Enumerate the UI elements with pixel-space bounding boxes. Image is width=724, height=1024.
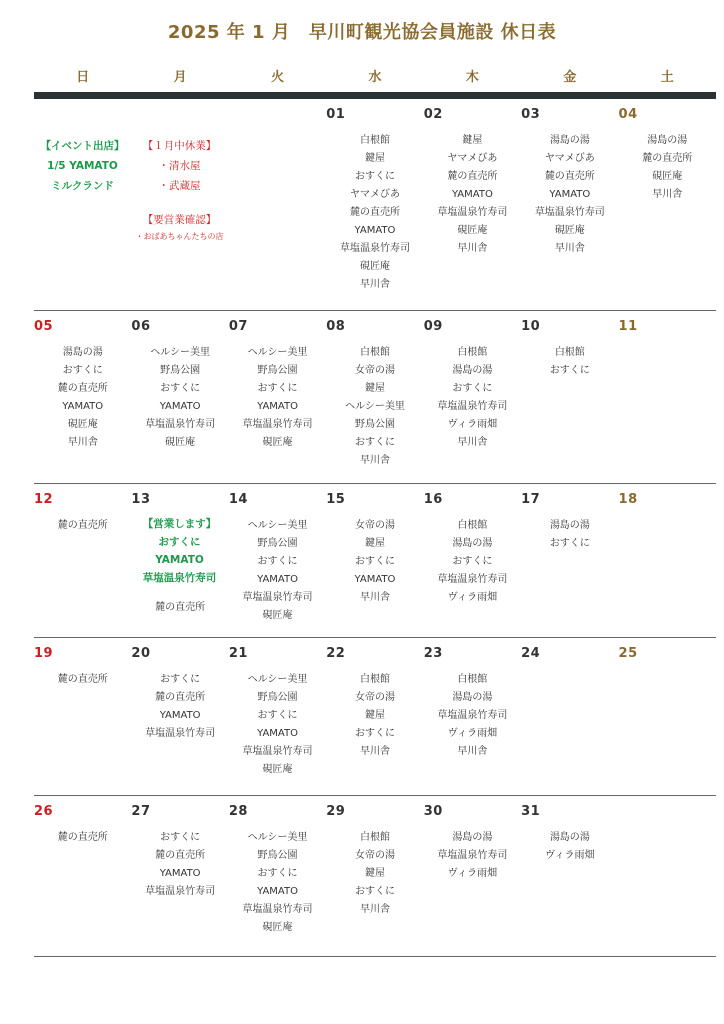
closed-facility: 湯島の湯 (549, 832, 590, 843)
day-number: 26 (34, 804, 54, 819)
closed-facility: ヴィラ雨畑 (545, 850, 595, 861)
day-number: 30 (423, 804, 443, 819)
closed-facility: おすくに (354, 556, 395, 567)
closed-facility: おすくに (549, 365, 590, 376)
closed-facility: 鍵屋 (364, 538, 385, 549)
closed-facility: 麓の直売所 (155, 850, 206, 861)
day-cell (326, 99, 423, 310)
day-cell (34, 311, 131, 483)
day-number: 10 (521, 319, 541, 334)
closed-facility: 野鳥公園 (257, 850, 298, 861)
closed-facility: YAMATO (257, 401, 298, 412)
closed-facility: おすくに (452, 383, 493, 394)
closed-facility: ヘルシー美里 (247, 347, 308, 358)
closed-facility: おすくに (354, 171, 395, 182)
closed-facility: 湯島の湯 (549, 520, 590, 531)
closed-facility: 野鳥公園 (257, 538, 298, 549)
day-cell (326, 484, 423, 637)
closed-facility: 白根館 (457, 347, 488, 358)
day-cell (521, 99, 618, 310)
closed-facility: 野鳥公園 (354, 419, 395, 430)
calendar-week (34, 638, 716, 796)
closed-facility: おすくに (354, 437, 395, 448)
closed-facility: ヤマメびあ (349, 189, 400, 200)
closed-facility: 早川舎 (554, 243, 585, 254)
confirm-note-line: ・おばあちゃんたちの店 (135, 232, 224, 241)
closed-facility: 湯島の湯 (647, 135, 688, 146)
day-number: 21 (228, 646, 248, 661)
closed-facility: ヴィラ雨畑 (447, 728, 498, 739)
closed-facility-list (326, 517, 423, 607)
closed-facility: 硯匠庵 (262, 610, 293, 621)
closed-facility: YAMATO (257, 886, 298, 897)
day-number: 01 (326, 107, 346, 122)
weekday-header (34, 66, 716, 86)
weekday-sat: 土 (660, 70, 674, 85)
closed-facility: 草塩温泉竹寿司 (437, 574, 508, 585)
closed-facility-list (34, 671, 131, 689)
closed-facility: ヘルシー美里 (247, 674, 308, 685)
closed-facility: 野鳥公園 (257, 365, 298, 376)
day-number: 03 (521, 107, 541, 122)
day-number: 16 (423, 492, 443, 507)
open-note-13 (131, 515, 228, 587)
day-cell (521, 311, 618, 483)
closed-note-line: ・清水屋 (158, 160, 201, 172)
closed-facility: 麓の直売所 (57, 383, 108, 394)
day-cell (34, 638, 131, 795)
closed-facility: 白根館 (359, 832, 390, 843)
day-cell (34, 99, 131, 310)
closed-facility: おすくに (257, 383, 298, 394)
day-number: 22 (326, 646, 346, 661)
closed-note-line: ・武蔵屋 (158, 180, 201, 192)
closed-facility: 草塩温泉竹寿司 (437, 850, 508, 861)
closed-note-heading: 【１月中休業】 (142, 140, 217, 152)
closed-facility-list (424, 517, 521, 607)
closed-facility: 早川舎 (457, 746, 488, 757)
closed-facility: 早川舎 (359, 279, 390, 290)
closed-facility: 草塩温泉竹寿司 (339, 243, 410, 254)
closed-facility: 早川舎 (359, 904, 390, 915)
closed-facility: 麓の直売所 (57, 674, 108, 685)
closed-facility: 麓の直売所 (57, 832, 108, 843)
day-number: 11 (618, 319, 638, 334)
day-cell (619, 796, 716, 956)
closed-facility: 白根館 (359, 674, 390, 685)
closed-facility: YAMATO (159, 868, 201, 879)
day-cell (326, 638, 423, 795)
closed-facility: 女帝の湯 (354, 850, 395, 861)
event-note-line: ミルクランド (51, 180, 114, 192)
closed-facility: 白根館 (359, 347, 390, 358)
day-cell (131, 311, 228, 483)
closed-facility: ヘルシー美里 (247, 520, 308, 531)
closed-facility-list (131, 344, 228, 452)
day-cell (424, 638, 521, 795)
closed-facility: YAMATO (354, 574, 396, 585)
closed-facility: 硯匠庵 (457, 225, 488, 236)
weekday-sun: 日 (76, 70, 90, 85)
day-cell (424, 99, 521, 310)
closed-facility: 草塩温泉竹寿司 (437, 710, 508, 721)
confirm-note-heading: 【要営業確認】 (142, 214, 217, 226)
closed-facility: 草塩温泉竹寿司 (437, 207, 508, 218)
closed-facility: 麓の直売所 (642, 153, 693, 164)
closed-facility: YAMATO (549, 189, 591, 200)
closed-facility: おすくに (354, 728, 395, 739)
closed-facility-list (521, 829, 618, 865)
day-cell (326, 311, 423, 483)
day-cell (229, 796, 326, 956)
closed-facility: 早川舎 (652, 189, 683, 200)
closed-note (131, 136, 228, 244)
day-cell (34, 484, 131, 637)
closed-facility-list (34, 829, 131, 847)
closed-facility: 白根館 (554, 347, 585, 358)
closed-facility: ヘルシー美里 (247, 832, 308, 843)
day-number: 17 (521, 492, 541, 507)
closed-facility: 湯島の湯 (62, 347, 103, 358)
closed-facility: 湯島の湯 (452, 692, 493, 703)
day-number: 02 (423, 107, 443, 122)
closed-facility: 草塩温泉竹寿司 (145, 886, 216, 897)
closed-facility-list (34, 344, 131, 452)
day-cell (619, 99, 716, 310)
open-note-line: 草塩温泉竹寿司 (142, 572, 217, 584)
day-cell (424, 796, 521, 956)
day-number: 06 (131, 319, 151, 334)
closed-facility: 硯匠庵 (67, 419, 98, 430)
closed-facility: 硯匠庵 (262, 764, 293, 775)
weekday-thu: 木 (465, 70, 479, 85)
closed-facility: ヘルシー美里 (150, 347, 210, 358)
closed-facility: 野鳥公園 (257, 692, 298, 703)
closed-facility-list (131, 671, 228, 743)
closed-facility-list (619, 132, 716, 204)
closed-facility: 麓の直売所 (155, 602, 206, 613)
day-number: 15 (326, 492, 346, 507)
closed-facility: 草塩温泉竹寿司 (437, 401, 508, 412)
closed-facility-list (326, 132, 423, 294)
closed-facility-list (229, 671, 326, 779)
closed-facility: YAMATO (159, 710, 201, 721)
day-cell (521, 484, 618, 637)
day-cell (229, 99, 326, 310)
day-number: 19 (34, 646, 54, 661)
closed-facility: おすくに (452, 556, 493, 567)
closed-facility: 早川舎 (359, 592, 390, 603)
closed-facility: おすくに (160, 383, 201, 394)
closed-facility: 硯匠庵 (262, 437, 293, 448)
closed-facility: YAMATO (451, 189, 493, 200)
closed-facility: 鍵屋 (364, 710, 385, 721)
day-cell (131, 796, 228, 956)
day-number: 28 (228, 804, 248, 819)
closed-facility: 早川舎 (359, 455, 390, 466)
closed-facility: 草塩温泉竹寿司 (145, 419, 216, 430)
closed-facility: YAMATO (159, 401, 201, 412)
day-cell (229, 311, 326, 483)
day-number: 04 (618, 107, 638, 122)
closed-facility: 草塩温泉竹寿司 (145, 728, 216, 739)
day-cell (34, 796, 131, 956)
closed-facility-list (326, 829, 423, 919)
day-number: 08 (326, 319, 346, 334)
closed-facility: YAMATO (257, 574, 298, 585)
closed-facility-list (521, 132, 618, 258)
closed-facility: YAMATO (62, 401, 104, 412)
closed-facility: 草塩温泉竹寿司 (242, 419, 313, 430)
closed-facility: おすくに (354, 886, 395, 897)
closed-facility: 草塩温泉竹寿司 (242, 904, 313, 915)
closed-facility: おすくに (257, 868, 298, 879)
closed-facility-list (521, 344, 618, 380)
day-cell (619, 638, 716, 795)
closed-facility-list (229, 517, 326, 625)
day-cell (424, 311, 521, 483)
closed-facility: 早川舎 (359, 746, 390, 757)
closed-facility: 湯島の湯 (452, 538, 493, 549)
closed-facility: ヤマメびあ (447, 153, 498, 164)
closed-facility: 早川舎 (457, 437, 488, 448)
day-number: 09 (423, 319, 443, 334)
open-note-heading: 【営業します】 (142, 518, 217, 530)
day-cell (521, 638, 618, 795)
closed-facility-list (326, 671, 423, 761)
closed-facility-list (229, 344, 326, 452)
day-number: 20 (131, 646, 151, 661)
closed-facility: 硯匠庵 (554, 225, 585, 236)
closed-facility: 白根館 (457, 674, 488, 685)
closed-facility: 麓の直売所 (57, 520, 108, 531)
event-note-line: 1/5 YAMATO (47, 160, 118, 172)
day-cell (619, 311, 716, 483)
closed-facility: 麓の直売所 (349, 207, 400, 218)
open-note-line: YAMATO (155, 554, 204, 566)
closed-facility: 麓の直売所 (155, 692, 206, 703)
closed-facility: 早川舎 (67, 437, 98, 448)
event-note (34, 136, 131, 196)
day-number: 25 (618, 646, 638, 661)
header-divider-bar (34, 92, 716, 99)
closed-facility: 麓の直売所 (544, 171, 595, 182)
calendar-week (34, 796, 716, 957)
day-cell (424, 484, 521, 637)
closed-facility: おすくに (549, 538, 590, 549)
closed-facility: 湯島の湯 (452, 832, 493, 843)
event-note-heading: 【イベント出店】 (40, 140, 125, 152)
day-number: 13 (131, 492, 151, 507)
weekday-mon: 月 (173, 70, 187, 85)
closed-facility: 草塩温泉竹寿司 (534, 207, 605, 218)
day-number: 07 (228, 319, 248, 334)
closed-facility-list (34, 517, 131, 535)
closed-facility: 鍵屋 (364, 383, 385, 394)
closed-facility-list (424, 344, 521, 452)
closed-facility-list (424, 132, 521, 258)
closed-facility: ヴィラ雨畑 (447, 592, 498, 603)
open-note-line: おすくに (158, 536, 201, 548)
closed-facility: おすくに (257, 556, 298, 567)
day-number: 12 (34, 492, 54, 507)
day-number: 27 (131, 804, 151, 819)
day-number: 18 (618, 492, 638, 507)
day-number: 31 (521, 804, 541, 819)
closed-facility: おすくに (62, 365, 103, 376)
closed-facility: 硯匠庵 (359, 261, 390, 272)
closed-facility: 硯匠庵 (652, 171, 683, 182)
closed-facility-list (424, 829, 521, 883)
closed-facility: 湯島の湯 (452, 365, 493, 376)
day-number: 23 (423, 646, 443, 661)
day-cell (619, 484, 716, 637)
closed-facility-list (521, 517, 618, 553)
closed-facility-list (424, 671, 521, 761)
closed-facility: 女帝の湯 (354, 365, 395, 376)
weekday-wed: 水 (368, 70, 382, 85)
closed-facility: 鍵屋 (364, 153, 385, 164)
day-cell (326, 796, 423, 956)
closed-facility: 湯島の湯 (549, 135, 590, 146)
closed-facility: ヤマメびあ (544, 153, 595, 164)
day-number: 24 (521, 646, 541, 661)
day-cell (521, 796, 618, 956)
weekday-fri: 金 (563, 70, 577, 85)
day-number: 29 (326, 804, 346, 819)
closed-facility: YAMATO (354, 225, 396, 236)
closed-facility-list (131, 599, 228, 617)
day-number: 14 (228, 492, 248, 507)
closed-facility: 鍵屋 (364, 868, 385, 879)
closed-facility: 野鳥公園 (160, 365, 201, 376)
page-title: 2025 年 1 月 早川町観光協会員施設 休日表 (167, 22, 557, 43)
closed-facility: 女帝の湯 (354, 692, 395, 703)
closed-facility: 女帝の湯 (354, 520, 395, 531)
closed-facility-list (131, 829, 228, 901)
closed-facility: 草塩温泉竹寿司 (242, 592, 313, 603)
closed-facility: 鍵屋 (462, 135, 483, 146)
day-cell (229, 638, 326, 795)
closed-facility: ヘルシー美里 (345, 401, 405, 412)
closed-facility: ヴィラ雨畑 (447, 419, 498, 430)
closed-facility: 白根館 (457, 520, 488, 531)
closed-facility: 硯匠庵 (262, 922, 293, 933)
closed-facility: 早川舎 (457, 243, 488, 254)
calendar-week (34, 311, 716, 484)
closed-facility-list (326, 344, 423, 470)
day-number: 05 (34, 319, 54, 334)
closed-facility: 麓の直売所 (447, 171, 498, 182)
closed-facility: 白根館 (359, 135, 390, 146)
closed-facility: ヴィラ雨畑 (447, 868, 498, 879)
day-cell (131, 638, 228, 795)
closed-facility: 硯匠庵 (165, 437, 196, 448)
closed-facility: YAMATO (257, 728, 298, 739)
closed-facility: おすくに (160, 832, 201, 843)
closed-facility-list (229, 829, 326, 937)
closed-facility: おすくに (160, 674, 201, 685)
closed-facility: 草塩温泉竹寿司 (242, 746, 313, 757)
weekday-tue: 火 (271, 70, 285, 85)
closed-facility: おすくに (257, 710, 298, 721)
day-cell (229, 484, 326, 637)
